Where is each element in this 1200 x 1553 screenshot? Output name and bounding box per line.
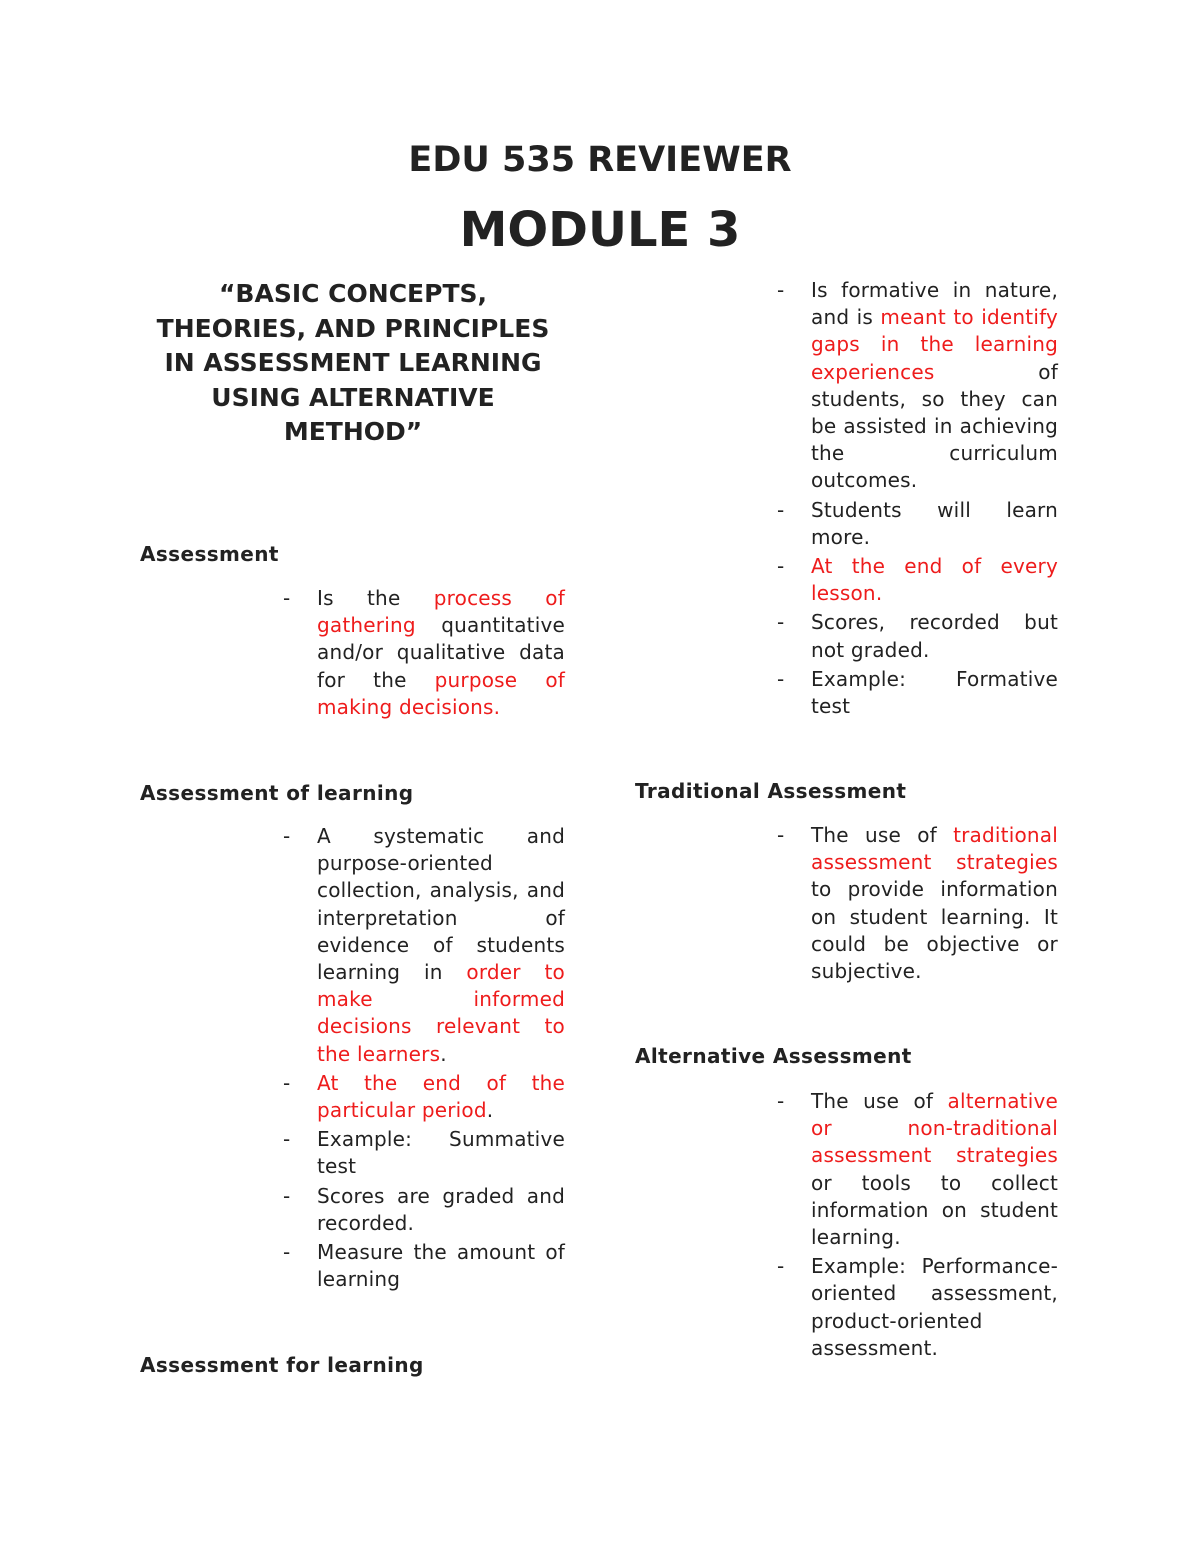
body-text: Scores are graded and recorded. [317, 1183, 565, 1235]
list-alternative-assessment [777, 1088, 1058, 1364]
emphasis-text: alternative or non-traditional assessment strategies [811, 1089, 1058, 1168]
bullet-dash: - [283, 824, 291, 848]
body-text: or tools to collect information on student learning. [811, 1170, 1058, 1250]
list-assessment-of-learning [283, 823, 565, 1295]
body-text: Students will learn more. [811, 497, 1058, 549]
list-item [283, 1183, 565, 1237]
body-text: Scores, recorded but not graded. [811, 610, 1058, 662]
bullet-dash: - [283, 1070, 291, 1095]
list-item [283, 585, 565, 721]
emphasis-text: order to make informed decisions relevant to the learners [317, 960, 565, 1066]
emphasis-text: purpose of making decisions. [317, 667, 565, 719]
list-item [777, 1253, 1058, 1362]
document-title: EDU 535 REVIEWER [408, 140, 792, 180]
list-item [283, 1239, 565, 1293]
heading-traditional-assessment: Traditional Assessment [635, 779, 907, 803]
module-title: MODULE 3 [459, 202, 741, 258]
body-text: The use of [811, 823, 954, 847]
bullet-dash: - [283, 1183, 291, 1208]
emphasis-text: At the end of the particular period [317, 1070, 565, 1123]
body-text: of students, so they can be assisted in achieving the curriculum outcomes. [811, 359, 1058, 493]
body-text: . [486, 1098, 494, 1123]
body-text: Is formative in nature, and is [811, 278, 1058, 330]
body-text: Is the [317, 586, 434, 610]
body-text: Measure the amount of learning [317, 1240, 565, 1292]
list-item [777, 666, 1058, 720]
list-item [777, 277, 1058, 495]
bullet-dash: - [777, 666, 785, 691]
body-text: Example: Formative test [811, 666, 1058, 719]
module-subtitle: “BASIC CONCEPTS, THEORIES, AND PRINCIPLES IN ASSESSMENT LEARNING USING ALTERNATIVE METHOD” [156, 279, 550, 447]
bullet-dash: - [283, 586, 291, 610]
emphasis-text: At the end of every lesson. [811, 554, 1058, 606]
list-assessment [283, 585, 565, 723]
list-item [283, 1070, 565, 1124]
list-item [283, 823, 565, 1068]
bullet-dash: - [777, 610, 785, 635]
bullet-dash: - [777, 823, 785, 847]
list-item [777, 822, 1058, 985]
body-text: . [440, 1041, 447, 1066]
heading-assessment: Assessment [140, 542, 279, 566]
bullet-dash: - [777, 278, 785, 302]
body-text: Example: Performance-oriented assessment, product-oriented assessment. [811, 1254, 1058, 1360]
body-text: to provide information on student learning. It could be objective or subjective. [811, 877, 1058, 984]
list-traditional-assessment [777, 822, 1058, 987]
emphasis-text: traditional assessment strategies [811, 823, 1058, 875]
list-assessment-for-learning [777, 277, 1058, 722]
body-text: The use of [811, 1089, 948, 1113]
emphasis-text: meant to identify gaps in the learning experiences [811, 305, 1058, 384]
list-item [777, 1088, 1058, 1251]
heading-assessment-of-learning: Assessment of learning [140, 781, 414, 805]
body-text: A systematic and purpose-oriented collection, analysis, and interpretation of evidence of students learning in [317, 824, 565, 985]
body-text: quantitative and/or qualitative data for the [317, 613, 565, 692]
heading-assessment-for-learning: Assessment for learning [140, 1353, 424, 1377]
bullet-dash: - [777, 1254, 785, 1279]
bullet-dash: - [283, 1240, 291, 1265]
bullet-dash: - [777, 497, 785, 522]
list-item [777, 553, 1058, 607]
emphasis-text: process of gathering [317, 586, 565, 638]
bullet-dash: - [283, 1127, 291, 1152]
list-item [283, 1126, 565, 1180]
bullet-dash: - [777, 1089, 785, 1113]
heading-alternative-assessment: Alternative Assessment [635, 1044, 912, 1068]
list-item [777, 497, 1058, 551]
bullet-dash: - [777, 554, 785, 579]
list-item [777, 609, 1058, 663]
body-text: Example: Summative test [317, 1127, 565, 1179]
